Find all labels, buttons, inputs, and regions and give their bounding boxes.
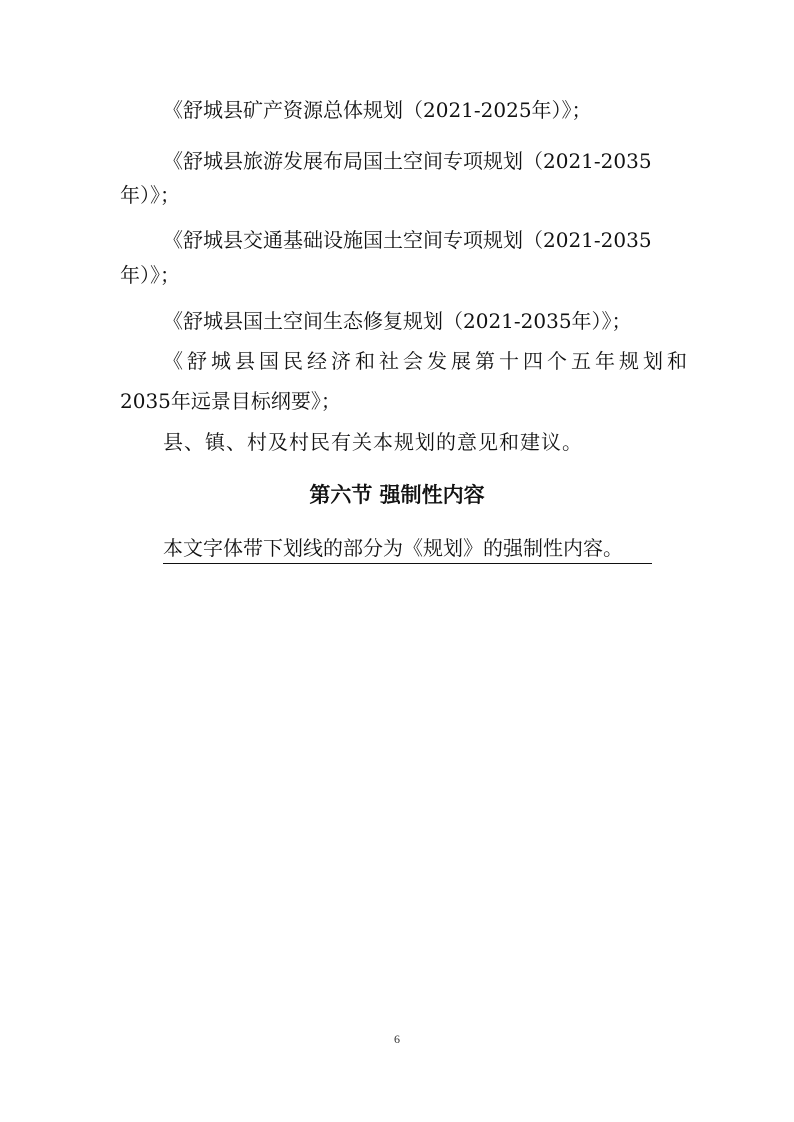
paragraph-public-opinions: 县、镇、村及村民有关本规划的意见和建议。: [163, 430, 583, 454]
mandatory-content-note: 本文字体带下划线的部分为《规划》的强制性内容。: [163, 536, 652, 564]
paragraph-mineral-plan: 《舒城县矿产资源总体规划（2021-2025年）》；: [163, 98, 592, 122]
paragraph-tourism-plan-line2: 年）》；: [120, 183, 180, 207]
paragraph-economic-plan-line1: 《舒城县国民经济和社会发展第十四个五年规划和: [163, 349, 691, 373]
page-number: 6: [394, 1032, 400, 1046]
paragraph-transport-plan-line2: 年）》；: [120, 263, 180, 287]
paragraph-tourism-plan-line1: 《舒城县旅游发展布局国土空间专项规划（2021-2035: [163, 149, 652, 173]
paragraph-transport-plan-line1: 《舒城县交通基础设施国土空间专项规划（2021-2035: [163, 228, 652, 252]
section-heading: 第六节 强制性内容: [309, 483, 485, 507]
paragraph-economic-plan-line2: 2035年远景目标纲要》；: [120, 389, 341, 413]
paragraph-ecology-plan: 《舒城县国土空间生态修复规划（2021-2035年）》；: [163, 309, 632, 333]
